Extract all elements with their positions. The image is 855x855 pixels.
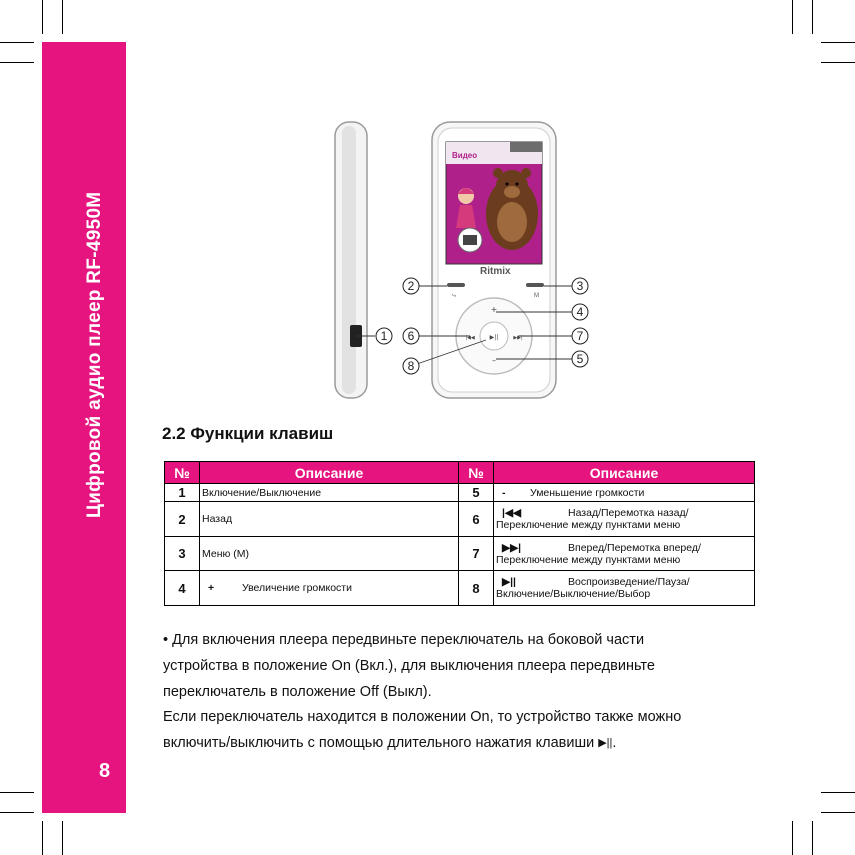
crop-mark xyxy=(0,792,34,793)
sidebar-title: Цифровой аудио плеер RF-4950M xyxy=(84,191,105,518)
section-title: 2.2 Функции клавиш xyxy=(162,424,334,443)
table-header-row xyxy=(165,462,755,484)
key-number: 1 xyxy=(165,484,200,502)
svg-text:8: 8 xyxy=(407,359,415,373)
crop-mark xyxy=(42,0,43,34)
device-illustration xyxy=(320,110,620,410)
table-row xyxy=(165,484,755,502)
crop-mark xyxy=(792,0,793,34)
svg-text:|◀◀: |◀◀ xyxy=(465,335,475,341)
key-functions-table xyxy=(164,461,755,606)
header-num: № xyxy=(459,462,494,484)
table-row xyxy=(165,502,755,537)
back-button xyxy=(447,283,465,287)
key-description: |◀◀ Назад/Перемотка назад/ Переключение между пунктами меню xyxy=(494,502,755,537)
svg-text:⤷: ⤷ xyxy=(452,291,456,299)
svg-text:1: 1 xyxy=(380,329,388,343)
body-line: • Для включения плеера передвиньте переключатель на боковой части xyxy=(163,632,645,648)
crop-mark xyxy=(821,792,855,793)
crop-mark xyxy=(812,0,813,34)
key-description: Меню (M) xyxy=(200,537,459,571)
svg-text:+: + xyxy=(490,305,498,314)
table-row xyxy=(165,571,755,606)
body-line: Если переключатель находится в положении On, то устройство также можно xyxy=(163,709,682,726)
key-number: 2 xyxy=(165,502,200,537)
crop-mark xyxy=(42,821,43,855)
svg-text:5: 5 xyxy=(576,352,584,366)
key-number: 5 xyxy=(459,484,494,502)
header-desc: Описание xyxy=(494,462,755,484)
key-number: 3 xyxy=(165,537,200,571)
table-row xyxy=(165,537,755,571)
play-pause-icon: ▶|| xyxy=(502,576,516,588)
body-line: переключатель в положение Off (Выкл). xyxy=(163,683,432,700)
svg-text:▶||: ▶|| xyxy=(489,334,499,341)
crop-mark xyxy=(62,821,63,855)
key-description: Назад xyxy=(200,502,459,537)
crop-mark xyxy=(0,62,34,63)
crop-mark xyxy=(812,821,813,855)
plus-symbol: + xyxy=(208,582,215,594)
crop-mark xyxy=(821,812,855,813)
body-line: включить/выключить с помощью длительного нажатия клавиши ▶||. xyxy=(163,735,617,752)
crop-mark xyxy=(62,0,63,34)
svg-text:4: 4 xyxy=(576,305,584,319)
previous-icon: |◀◀ xyxy=(502,507,522,519)
key-description: + Увеличение громкости xyxy=(200,571,459,606)
key-description: - Уменьшение громкости xyxy=(494,484,755,502)
brand-logo: Ritmix xyxy=(480,266,511,277)
key-description: Включение/Выключение xyxy=(200,484,459,502)
key-description: ▶▶| Вперед/Перемотка вперед/ Переключение между пунктами меню xyxy=(494,537,755,571)
key-number: 4 xyxy=(165,571,200,606)
crop-mark xyxy=(821,42,855,43)
menu-button xyxy=(526,283,544,287)
key-number: 8 xyxy=(459,571,494,606)
body-line: устройства в положение On (Вкл.), для выключения плеера передвиньте xyxy=(163,657,655,674)
body-text xyxy=(163,628,763,757)
svg-text:7: 7 xyxy=(576,329,584,343)
crop-mark xyxy=(0,42,34,43)
crop-mark xyxy=(792,821,793,855)
key-number: 6 xyxy=(459,502,494,537)
svg-text:2: 2 xyxy=(407,279,415,293)
header-num: № xyxy=(165,462,200,484)
crop-mark xyxy=(0,812,34,813)
minus-symbol: - xyxy=(502,486,506,499)
next-icon: ▶▶| xyxy=(502,541,522,554)
page-number: 8 xyxy=(99,760,111,782)
screen-label: Видео xyxy=(452,151,478,160)
key-number: 7 xyxy=(459,537,494,571)
play-pause-icon: ▶|| xyxy=(598,737,613,750)
svg-text:M: M xyxy=(534,293,539,299)
svg-text:–: – xyxy=(492,356,496,365)
svg-text:▶▶|: ▶▶| xyxy=(513,335,523,341)
svg-text:3: 3 xyxy=(576,279,584,293)
svg-text:6: 6 xyxy=(407,329,415,343)
crop-mark xyxy=(821,62,855,63)
key-description: ▶|| Воспроизведение/Пауза/ Включение/Выключение/Выбор xyxy=(494,571,755,606)
header-desc: Описание xyxy=(200,462,459,484)
